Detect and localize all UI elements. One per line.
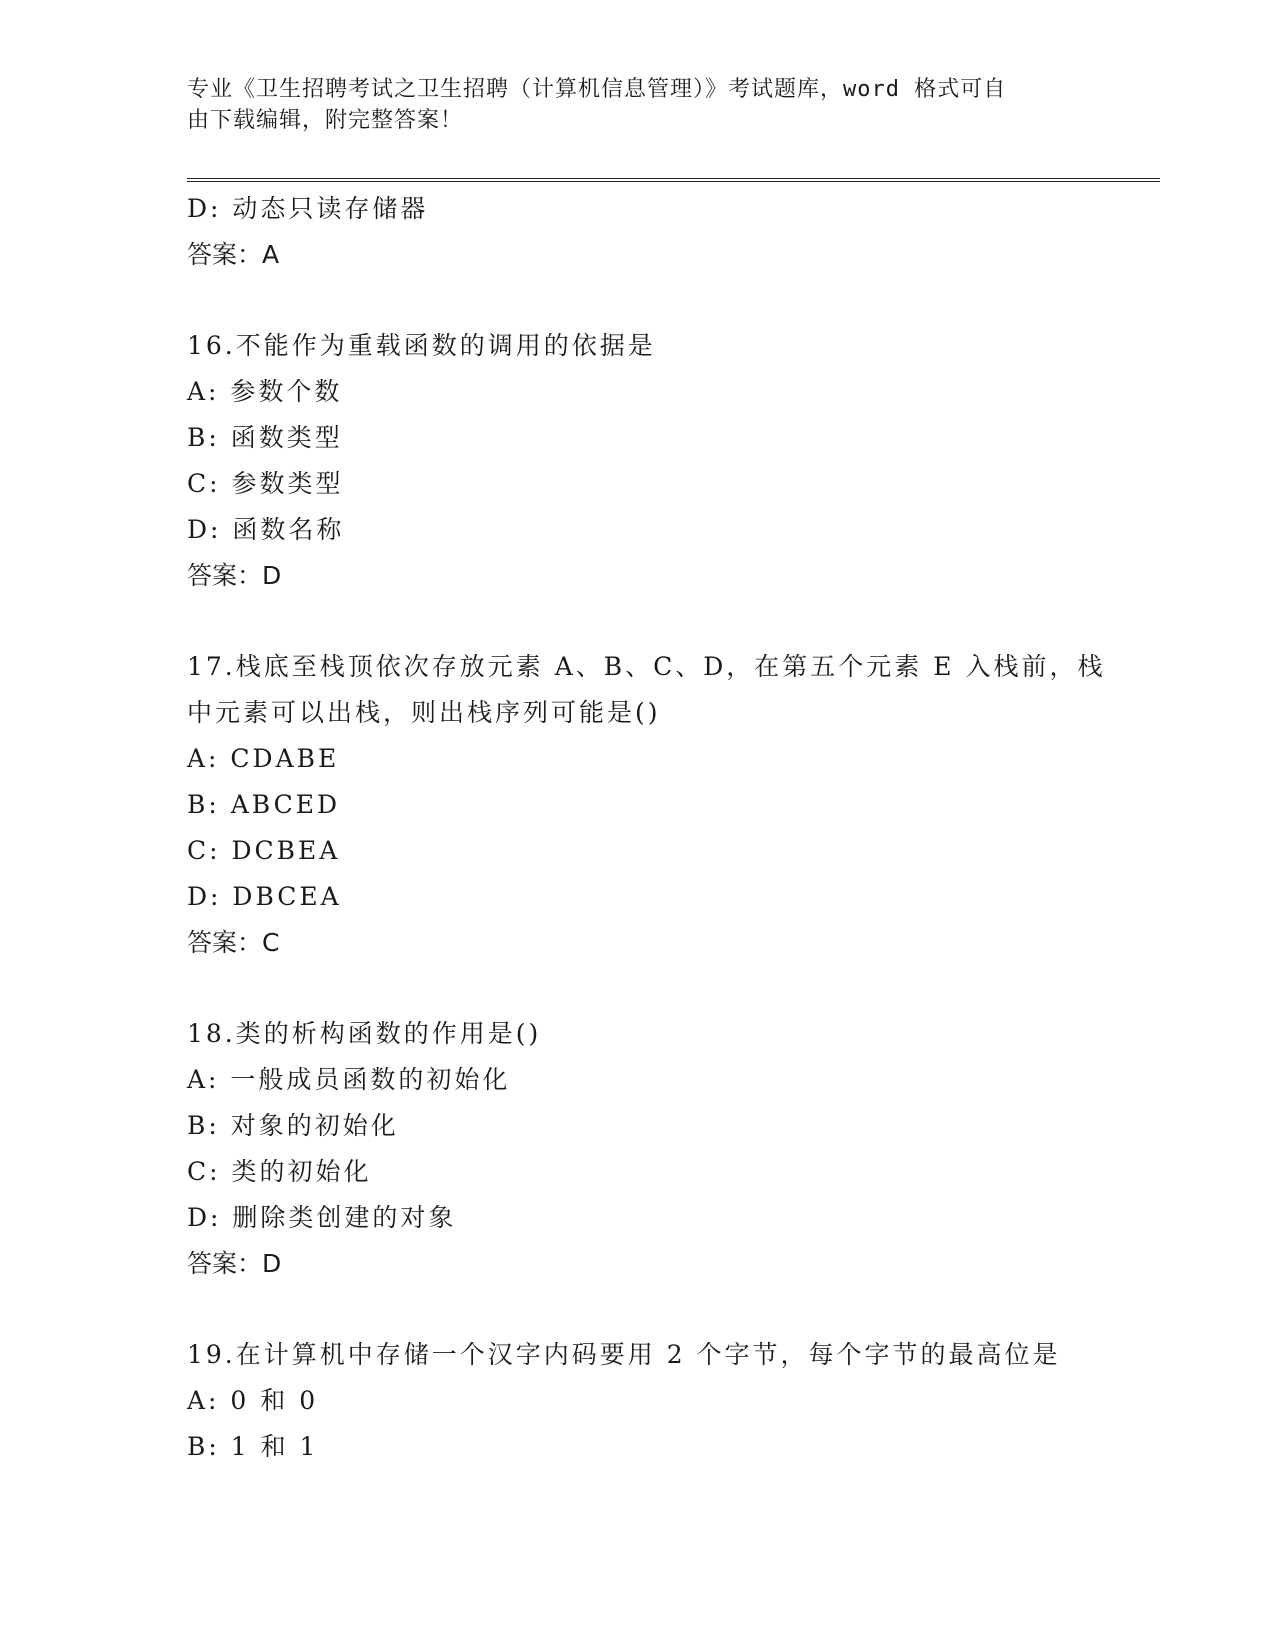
header-line-1: 专业《卫生招聘考试之卫生招聘（计算机信息管理）》考试题库，word 格式可自 bbox=[187, 77, 1007, 102]
question-stem: 18.类的析构函数的作用是() bbox=[187, 1019, 542, 1048]
question-stem: 16.不能作为重载函数的调用的依据是 bbox=[187, 331, 656, 360]
question-stem: 19.在计算机中存储一个汉字内码要用 2 个字节，每个字节的最高位是 bbox=[187, 1340, 1061, 1369]
option-c: C: DCBEA bbox=[187, 836, 341, 865]
spacer bbox=[187, 966, 1160, 1011]
option-a: A: 一般成员函数的初始化 bbox=[187, 1065, 511, 1094]
option-d: D: DBCEA bbox=[187, 882, 342, 911]
option-a: A: 0 和 0 bbox=[187, 1386, 319, 1415]
question-stem-line-1: 17.栈底至栈顶依次存放元素 A、B、C、D，在第五个元素 E 入栈前，栈 bbox=[187, 652, 1106, 681]
spacer bbox=[187, 1287, 1160, 1332]
option-c: C: 类的初始化 bbox=[187, 1157, 372, 1186]
option-d: D: 删除类创建的对象 bbox=[187, 1203, 457, 1232]
answer-line: 答案：A bbox=[187, 240, 280, 269]
option-b: B: ABCED bbox=[187, 790, 341, 819]
option-d: D: 函数名称 bbox=[187, 515, 345, 544]
question-19 bbox=[187, 1332, 1160, 1470]
option-c: C: 参数类型 bbox=[187, 469, 344, 498]
question-list bbox=[187, 186, 1160, 1470]
option-b: B: 对象的初始化 bbox=[187, 1111, 399, 1140]
answer-line: 答案：D bbox=[187, 561, 282, 590]
option-d: D: 动态只读存储器 bbox=[187, 194, 429, 223]
spacer bbox=[187, 278, 1160, 323]
question-16 bbox=[187, 323, 1160, 599]
header-divider bbox=[187, 178, 1160, 182]
answer-line: 答案：D bbox=[187, 1249, 282, 1278]
option-b: B: 函数类型 bbox=[187, 423, 343, 452]
option-b: B: 1 和 1 bbox=[187, 1432, 319, 1461]
question-stem-line-2: 中元素可以出栈，则出栈序列可能是() bbox=[187, 698, 661, 727]
question-18 bbox=[187, 1011, 1160, 1287]
question-17 bbox=[187, 644, 1160, 966]
spacer bbox=[187, 599, 1160, 644]
header-line-2: 由下载编辑，附完整答案！ bbox=[187, 108, 464, 133]
answer-line: 答案：C bbox=[187, 928, 280, 957]
option-a: A: CDABE bbox=[187, 744, 340, 773]
option-a: A: 参数个数 bbox=[187, 377, 343, 406]
document-header bbox=[187, 74, 1077, 136]
